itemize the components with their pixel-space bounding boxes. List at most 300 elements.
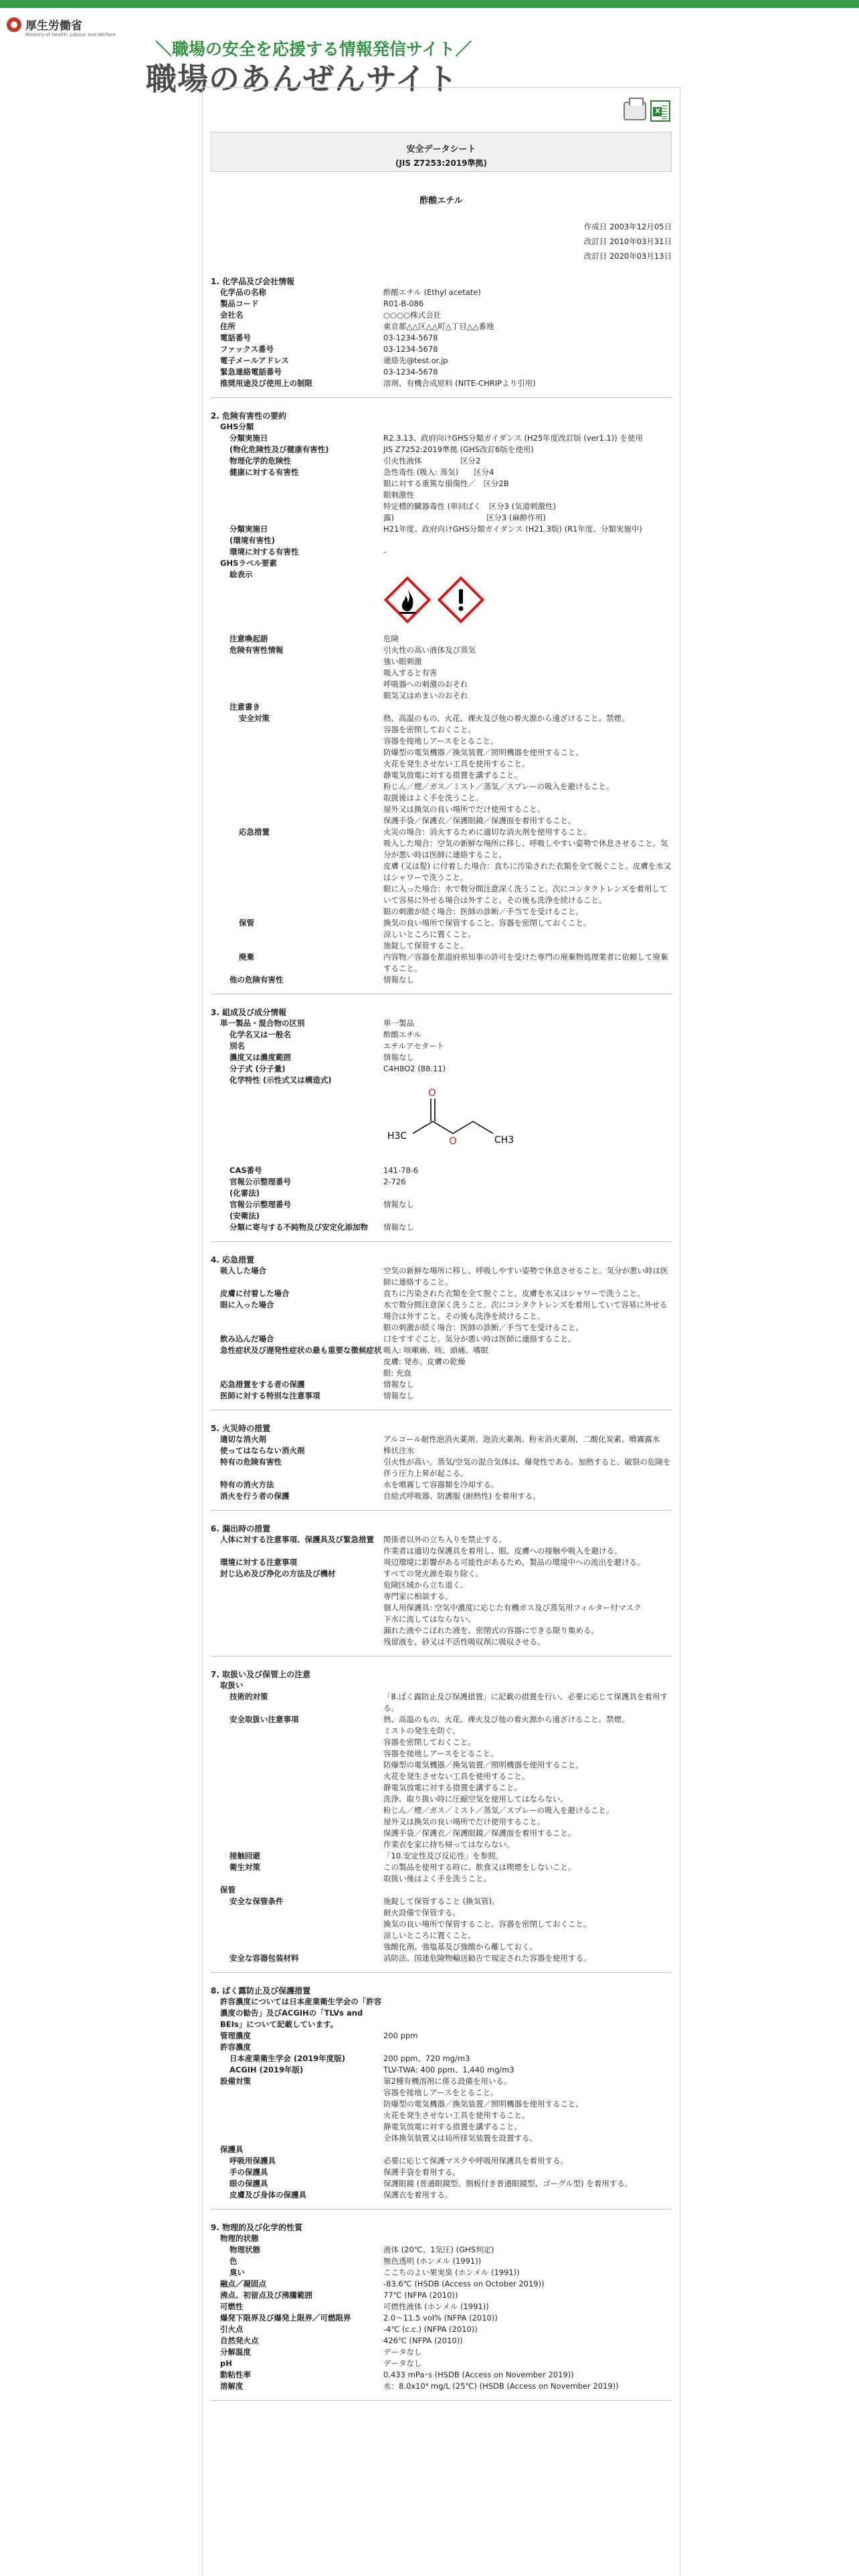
field-value: 情報なし bbox=[383, 1222, 414, 1232]
sds-field-row bbox=[211, 1896, 672, 1953]
field-value bbox=[383, 1885, 672, 1896]
field-label: 物理的状態 bbox=[220, 2234, 259, 2243]
section-title: 3. 組成及び成分情報 bbox=[211, 1008, 287, 1017]
field-label: 安全取扱い注意事項 bbox=[229, 1715, 299, 1724]
field-label: CAS番号 bbox=[229, 1166, 262, 1175]
sds-field-row bbox=[211, 2381, 672, 2392]
field-label: 絵表示 bbox=[229, 570, 253, 579]
field-label: 手の保護具 bbox=[229, 2167, 268, 2177]
field-value: 水で数分間注意深く洗うこと。次にコンタクトレンズを着用していて容易に外せる場合は外すこと。その後も洗浄を続けること。 眼の刺激が続く場合：医師の診断／手当てを受けること。 bbox=[383, 1300, 668, 1332]
sds-field-row bbox=[211, 467, 672, 524]
field-value: アルコール耐性泡消火薬剤、泡消火薬剤、粉末消火薬剤、二酸化炭素、噴霧露水 bbox=[383, 1434, 660, 1444]
field-label: 特有の消火方法 bbox=[220, 1480, 274, 1489]
field-value: 酢酸エチル (Ethyl acetate) bbox=[383, 288, 481, 297]
sds-field-row bbox=[211, 378, 672, 389]
sds-field-row bbox=[211, 1491, 672, 1502]
field-label: 許容濃度 bbox=[220, 2042, 251, 2052]
sds-field-row bbox=[211, 2167, 672, 2178]
sds-field-row bbox=[211, 332, 672, 344]
field-value: 77℃ (NFPA (2010)) bbox=[383, 2290, 458, 2300]
field-value: 熱、高温のもの、火花、裸火及び他の着火源から遠ざけること。禁煙。 容器を密閉しておくこと。 容器を接地しアースをとること。 防爆型の電気機器／換気装置／照明機器を使用すること。 火花を発生させない工具を使用すること。 静電気放電に対する措置を講ずること。 粉じん／煙／ガス／ミスト／蒸気／スプレーの吸入を避けること。 取扱後はよく手を洗うこと。 屋外又は換気の良い場所でだけ使用すること。 保護手袋／保護衣／保護眼鏡／保護面を着用すること。 bbox=[383, 714, 630, 825]
sds-field-row bbox=[211, 366, 672, 378]
field-label: 眼の保護具 bbox=[229, 2179, 268, 2188]
sds-field-row bbox=[211, 1885, 672, 1896]
field-value: 141-78-6 bbox=[383, 1166, 419, 1175]
sds-field-row bbox=[211, 2278, 672, 2290]
sds-field-row bbox=[211, 974, 672, 986]
field-label: 安全な保管条件 bbox=[229, 1897, 284, 1906]
field-value bbox=[383, 1680, 672, 1691]
revision-dates bbox=[211, 219, 672, 263]
sds-field-row bbox=[211, 1953, 672, 1964]
revised-date-1: 改訂日 2010年03月31日 bbox=[583, 237, 672, 246]
sds-title: 安全データシート bbox=[406, 144, 476, 154]
field-value: すべての発火源を取り除く。 危険区域から立ち退く。 専門家に相談する。 個人用保護具: 空気中濃度に応じた有機ガス及び蒸気用フィルター付マスク 下水に流してはならない。 漏れた液やこぼれた液を、密閉式の容器にできる限り集める。 残留液を、砂又は不活性吸収剤に吸収させる。 bbox=[383, 1569, 642, 1646]
sds-field-row bbox=[211, 2347, 672, 2358]
field-value: 火災の場合：消火するために適切な消火剤を使用すること。 吸入した場合：空気の新鮮な場所に移し、呼吸しやすい姿勢で休息させること。気分が悪い時は医師に連絡すること。 皮膚 (又は髪) に付着した場合：直ちに汚染された衣類を全て脱ぐこと。皮膚を水又はシャワーで洗うこと。 眼に入った場合：水で数分間注意深く洗うこと。次にコンタクトレンズを着用していて容易に外せる場合は外すこと。その後も洗浄を続けること。 眼の刺激が続く場合：医師の診断／手当てを受けること。 bbox=[383, 827, 672, 916]
top-green-bar bbox=[0, 0, 859, 8]
field-label: 化学名又は一般名 bbox=[229, 1030, 291, 1039]
field-value: 棒状注水 bbox=[383, 1446, 414, 1455]
field-label: GHSラベル要素 bbox=[220, 558, 277, 568]
field-value: 消防法、国連危険物輸送勧告で規定された容器を使用する。 bbox=[383, 1953, 591, 1963]
field-label: 化学品の名称 bbox=[220, 288, 266, 297]
field-label: 皮膚に付着した場合 bbox=[220, 1289, 290, 1298]
revised-date-2: 改訂日 2020年03月13日 bbox=[583, 251, 672, 261]
sds-field-row bbox=[211, 827, 672, 918]
field-value: R2.3.13、政府向けGHS分類ガイダンス (H25年度改訂版 (ver1.1)) を使用 JIS Z7252:2019準拠 (GHS改訂6版を使用) bbox=[383, 433, 643, 454]
sds-section bbox=[211, 410, 672, 994]
field-value: 東京都△△区△△町△丁目△△番地 bbox=[383, 322, 494, 331]
sds-field-row bbox=[211, 1568, 672, 1648]
created-date: 作成日 2003年12月05日 bbox=[583, 222, 672, 231]
field-value: 吸入: 咳嗽痛、咳、頭痛、嗜眠 皮膚: 発赤、皮膚の乾燥 眼: 充血 bbox=[383, 1346, 489, 1378]
sds-section bbox=[211, 1006, 672, 1242]
sds-field-row bbox=[211, 287, 672, 298]
field-value: エチルアセタート bbox=[383, 1041, 445, 1051]
field-label: 分解温度 bbox=[220, 2347, 251, 2357]
field-value: 保護衣を着用する。 bbox=[383, 2190, 453, 2199]
sds-field-row bbox=[211, 546, 672, 558]
sds-field-row bbox=[211, 2301, 672, 2313]
sds-subtitle: (JIS Z7253:2019準拠) bbox=[395, 158, 488, 168]
field-value: 急性毒性 (吸入: 蒸気) 区分4 眼に対する重篤な損傷性／ 区分2B 眼刺激性 特定標的臓器毒性 (単回ばく 区分3 (気道刺激性) 露) 区分3 (麻酔作用) bbox=[383, 467, 557, 522]
section-divider bbox=[211, 2400, 672, 2401]
field-value bbox=[383, 2233, 672, 2244]
ministry-name: 厚生労働省 bbox=[25, 19, 82, 33]
field-value: 無色透明 (ホンメル (1991)) bbox=[383, 2256, 482, 2266]
field-label: 消火を行う者の保護 bbox=[220, 1491, 290, 1501]
sds-field-row bbox=[211, 2256, 672, 2267]
sds-field-row bbox=[211, 1557, 672, 1568]
field-label: 沸点、初留点及び沸騰範囲 bbox=[220, 2290, 312, 2300]
sds-field-row bbox=[211, 2053, 672, 2064]
field-value: 液体 (20℃、1気圧) (GHS判定) bbox=[383, 2245, 494, 2254]
field-label: 緊急連絡電話番号 bbox=[220, 367, 282, 377]
sds-field-row bbox=[211, 558, 672, 569]
field-value: ○○○○株式会社 bbox=[383, 310, 442, 320]
site-tagline: ＼職場の安全を応援する情報発信サイト／ bbox=[155, 39, 472, 59]
field-value: C4H8O2 (88.11) bbox=[383, 1064, 446, 1073]
section-title: 9. 物理的及び化学的性質 bbox=[211, 2223, 303, 2232]
field-label: 呼吸用保護具 bbox=[229, 2156, 276, 2165]
field-value: 情報なし bbox=[383, 1391, 414, 1400]
sds-field-row bbox=[211, 433, 672, 455]
field-label: 他の危険有害性 bbox=[229, 975, 284, 984]
field-label: 接触回避 bbox=[229, 1851, 260, 1860]
field-label: 環境に対する有害性 bbox=[229, 547, 299, 556]
field-label: 危険有害性情報 bbox=[229, 645, 284, 655]
field-value: 保護手袋を着用する。 bbox=[383, 2167, 460, 2177]
field-value bbox=[383, 421, 672, 433]
sds-section bbox=[211, 276, 672, 398]
sds-field-row bbox=[211, 1199, 672, 1222]
printer-icon[interactable] bbox=[624, 102, 646, 120]
sds-field-row bbox=[211, 421, 672, 433]
field-value: R01-B-086 bbox=[383, 299, 424, 308]
sds-field-row bbox=[211, 1534, 672, 1557]
flame-pictogram-icon bbox=[383, 576, 432, 624]
field-value: 引火性の高い液体及び蒸気 強い眼刺激 吸入すると有害 呼吸器への刺激のおそれ 眠気又はめまいのおそれ bbox=[383, 645, 476, 700]
field-label: 応急措置 bbox=[239, 827, 270, 837]
field-label: 融点／凝固点 bbox=[220, 2279, 266, 2288]
field-label: 住所 bbox=[220, 322, 235, 331]
field-value: 2-726 bbox=[383, 1177, 406, 1186]
sds-field-row bbox=[211, 455, 672, 467]
sds-field-row bbox=[211, 1075, 672, 1165]
sds-field-row bbox=[211, 2244, 672, 2256]
sds-field-row bbox=[211, 2267, 672, 2278]
field-label: 使ってはならない消火剤 bbox=[220, 1446, 305, 1455]
sds-field-row bbox=[211, 2233, 672, 2244]
sds-field-row bbox=[211, 1063, 672, 1075]
sds-sections bbox=[211, 276, 672, 2401]
field-value: 情報なし bbox=[383, 1380, 414, 1389]
section-divider bbox=[211, 397, 672, 398]
field-value: この製品を使用する時に、飲食又は喫煙をしないこと。 取扱い後はよく手を洗うこと。 bbox=[383, 1862, 576, 1883]
field-value: 周辺環境に影響がある可能性があるため、製品の環境中への流出を避ける。 bbox=[383, 1558, 645, 1567]
product-name: 酢酸エチル bbox=[419, 196, 463, 206]
sds-field-row bbox=[211, 2313, 672, 2324]
sds-field-row bbox=[211, 1390, 672, 1402]
field-value: 2.0〜11.5 vol% (NFPA (2010)) bbox=[383, 2313, 498, 2323]
structural-formula bbox=[383, 1075, 672, 1165]
sds-title-box bbox=[211, 132, 672, 172]
field-value: 「10.安定性及び反応性」を参照。 bbox=[383, 1851, 504, 1860]
sds-field-row bbox=[211, 2369, 672, 2381]
field-label: 人体に対する注意事項、保護具及び緊急措置 bbox=[220, 1535, 374, 1544]
excel-icon[interactable] bbox=[650, 100, 670, 122]
field-value: 200 ppm bbox=[383, 2031, 418, 2040]
sds-field-row bbox=[211, 2290, 672, 2301]
sds-field-row bbox=[211, 1434, 672, 1445]
field-value: 酢酸エチル bbox=[383, 1030, 421, 1039]
section-divider bbox=[211, 1241, 672, 1242]
field-label: 自然発火点 bbox=[220, 2336, 259, 2345]
field-label: 安全な容器包装材料 bbox=[229, 1953, 299, 1963]
sds-field-row bbox=[211, 524, 672, 546]
field-label: 分子式 (分子量) bbox=[229, 1064, 286, 1073]
field-label: 色 bbox=[229, 2256, 237, 2266]
sds-field-row bbox=[211, 1265, 672, 1288]
field-label: 分類実施日 (環境有害性) bbox=[229, 524, 276, 545]
section-title: 5. 火災時の措置 bbox=[211, 1424, 271, 1433]
field-label: 推奨用途及び使用上の制限 bbox=[220, 379, 312, 388]
field-label: 眼に入った場合 bbox=[220, 1300, 274, 1309]
field-label: 吸入した場合 bbox=[220, 1266, 266, 1275]
field-label: 保管 bbox=[239, 918, 254, 928]
field-value: 情報なし bbox=[383, 1200, 414, 1209]
section-title: 2. 危険有害性の要約 bbox=[211, 411, 287, 421]
field-value: 03-1234-5678 bbox=[383, 367, 438, 377]
field-value: H21年度、政府向けGHS分類ガイダンス (H21.3版) (R1年度、分類実施中) bbox=[383, 524, 642, 534]
sds-field-row bbox=[211, 918, 672, 952]
sds-field-row bbox=[211, 1714, 672, 1850]
site-header bbox=[0, 8, 859, 97]
molecule-atom-label: O bbox=[428, 1087, 436, 1099]
ghs-pictograms bbox=[383, 569, 672, 633]
field-label: 製品コード bbox=[220, 299, 259, 308]
sds-field-row bbox=[211, 1029, 672, 1041]
field-label: 皮膚及び身体の保護具 bbox=[229, 2190, 306, 2199]
field-value: データなし bbox=[383, 2359, 422, 2368]
field-value: 情報なし bbox=[383, 1053, 414, 1062]
sds-field-row bbox=[211, 1479, 672, 1491]
sds-field-row bbox=[211, 355, 672, 366]
sds-field-row bbox=[211, 2189, 672, 2201]
field-label: 注意書き bbox=[229, 702, 260, 712]
section-divider bbox=[211, 1972, 672, 1973]
section-title: 4. 応急措置 bbox=[211, 1255, 255, 1265]
sds-field-row bbox=[211, 1018, 672, 1029]
site-title-link[interactable]: 職場のあんぜんサイト bbox=[146, 61, 458, 97]
field-value: 第2種有機溶剤に係る設備を用いる。 容器を接地しアースをとること。 防爆型の電気機器／換気装置／照明機器を使用すること。 火花を発生させない工具を使用すること。 静電気放電に対する措置を講ずること。 全体換気装置又は局所排気装置を設置する。 bbox=[383, 2076, 583, 2143]
field-label: pH bbox=[220, 2359, 232, 2368]
sds-field-row bbox=[211, 569, 672, 633]
field-value: 連絡先@test.or.jp bbox=[383, 356, 448, 365]
field-label: 官報公示整理番号 (化審法) bbox=[229, 1177, 291, 1198]
sds-field-row bbox=[211, 344, 672, 355]
field-label: 応急措置をする者の保護 bbox=[220, 1380, 305, 1389]
sds-field-row bbox=[211, 1445, 672, 1457]
field-value bbox=[383, 702, 672, 713]
field-label: 安全対策 bbox=[239, 714, 270, 723]
field-value: 空気の新鮮な場所に移し、呼吸しやすい姿勢で休息させること。気分が悪い時は医師に連絡すること。 bbox=[383, 1266, 668, 1287]
field-value: 「8.ばく露防止及び保護措置」に記載の措置を行い、必要に応じて保護具を着用する。 bbox=[383, 1692, 668, 1713]
field-value: TLV-TWA: 400 ppm、1,440 mg/m3 bbox=[383, 2065, 514, 2074]
field-label: 分類実施日 (物化危険性及び健康有害性) bbox=[229, 433, 329, 454]
sds-field-row bbox=[211, 2324, 672, 2335]
section-divider bbox=[211, 1510, 672, 1511]
field-label: 単一製品・混合物の区別 bbox=[220, 1018, 305, 1028]
field-label: 物理状態 bbox=[229, 2245, 260, 2254]
sds-field-row bbox=[211, 1299, 672, 1333]
field-value: 水を噴霧して容器類を冷却する。 bbox=[383, 1480, 499, 1489]
field-label: ACGIH (2019年版) bbox=[229, 2065, 304, 2074]
field-value: 危険 bbox=[383, 634, 399, 643]
field-value: 自給式呼吸器、防護服 (耐熱性) を着用する。 bbox=[383, 1491, 541, 1501]
field-value: 426℃ (NFPA (2010)) bbox=[383, 2336, 463, 2345]
field-value: 施錠して保管すること (換気管)。 耐火設備で保管する。 換気の良い場所で保管すること。容器を密閉しておくこと。 涼しいところに置くこと。 強酸化剤、強塩基及び強酸から離しておく。 bbox=[383, 1897, 591, 1951]
field-value: 200 ppm、720 mg/m3 bbox=[383, 2054, 470, 2063]
sds-field-row bbox=[211, 1996, 672, 2030]
field-label: 化学特性 (示性式又は構造式) bbox=[229, 1075, 332, 1085]
field-value: 関係者以外の立ち入りを禁止する。 作業者は適切な保護具を着用し、眼、皮膚への接触や吸入を避ける。 bbox=[383, 1535, 622, 1555]
field-label: 保護具 bbox=[220, 2145, 244, 2154]
field-value: データなし bbox=[383, 2347, 422, 2357]
section-title: 6. 漏出時の措置 bbox=[211, 1524, 271, 1533]
field-value: 保護眼鏡 (普通眼鏡型、側板付き普通眼鏡型、ゴーグル型) を着用する。 bbox=[383, 2179, 633, 2188]
field-value: 単一製品 bbox=[383, 1018, 414, 1028]
sds-field-row bbox=[211, 1176, 672, 1199]
sds-field-row bbox=[211, 713, 672, 827]
field-label: ファックス番号 bbox=[220, 344, 274, 354]
sds-field-row bbox=[211, 1345, 672, 1379]
field-label: 廃棄 bbox=[239, 952, 254, 962]
field-value: 溶剤、有機合成原料 (NITE-CHRIPより引用) bbox=[383, 379, 536, 388]
field-label: 注意喚起語 bbox=[229, 634, 268, 643]
field-label: 動粘性率 bbox=[220, 2370, 251, 2379]
sds-field-row bbox=[211, 952, 672, 974]
field-label: 適切な消火剤 bbox=[220, 1434, 266, 1444]
sds-field-row bbox=[211, 1379, 672, 1390]
field-label: 会社名 bbox=[220, 310, 244, 320]
sds-field-row bbox=[211, 1052, 672, 1063]
sds-field-row bbox=[211, 1041, 672, 1052]
ministry-subtitle: Ministry of Health, Labour and Welfare bbox=[25, 32, 116, 37]
sds-field-row bbox=[211, 1222, 672, 1233]
field-value: 0.433 mPa･s (HSDB (Access on November 2019)) bbox=[383, 2370, 574, 2379]
molecule-atom-label: O bbox=[449, 1135, 457, 1147]
sds-field-row bbox=[211, 2358, 672, 2369]
field-label: 設備対策 bbox=[220, 2076, 251, 2086]
field-value: 情報なし bbox=[383, 975, 414, 984]
section-title: 8. ばく露防止及び保護措置 bbox=[211, 1986, 311, 1996]
field-value bbox=[383, 569, 672, 633]
field-value: ここちのよい果実臭 (ホンメル (1991)) bbox=[383, 2268, 520, 2277]
field-label: 濃度又は濃度範囲 bbox=[229, 1053, 291, 1062]
sds-field-row bbox=[211, 2030, 672, 2042]
sds-section bbox=[211, 1523, 672, 1656]
section-title: 7. 取扱い及び保管上の注意 bbox=[211, 1670, 311, 1679]
field-value: 可燃性液体 (ホンメル (1991)) bbox=[383, 2302, 489, 2311]
field-value: -83.6℃ (HSDB (Access on October 2019)) bbox=[383, 2279, 545, 2288]
ministry-emblem-icon bbox=[7, 17, 21, 32]
sds-field-row bbox=[211, 2064, 672, 2076]
field-value: - bbox=[383, 547, 387, 556]
ministry-logo-link[interactable] bbox=[7, 16, 82, 33]
sds-field-row bbox=[211, 1457, 672, 1479]
field-label: 環境に対する注意事項 bbox=[220, 1558, 297, 1567]
field-value: 引火性が高い。蒸気/空気の混合気体は、爆発性である。加熱すると、破裂の危険を伴う圧力上昇が起こる。 bbox=[383, 1457, 671, 1478]
field-label: 健康に対する有害性 bbox=[229, 467, 299, 477]
sds-field-row bbox=[211, 2042, 672, 2053]
field-value: -4℃ (c.c.) (NFPA (2010)) bbox=[383, 2325, 478, 2334]
molecule-atom-label: CH3 bbox=[494, 1135, 514, 1146]
field-label: 臭い bbox=[229, 2268, 245, 2277]
field-value bbox=[383, 2144, 672, 2155]
section-title: 1. 化学品及び会社情報 bbox=[211, 277, 295, 286]
field-label: 技術的対策 bbox=[229, 1692, 268, 1701]
sds-document bbox=[202, 87, 680, 2576]
document-tools bbox=[211, 96, 672, 126]
sds-field-row bbox=[211, 321, 672, 332]
sds-field-row bbox=[211, 2178, 672, 2189]
sds-field-row bbox=[211, 1288, 672, 1299]
field-value: 引火性液体 区分2 bbox=[383, 456, 481, 465]
sds-field-row bbox=[211, 298, 672, 310]
section-divider bbox=[211, 2209, 672, 2210]
sds-section bbox=[211, 1422, 672, 1511]
sds-field-row bbox=[211, 633, 672, 645]
field-label: 取扱い bbox=[220, 1681, 244, 1690]
field-value: 熱、高温のもの、火花、裸火及び他の着火源から遠ざけること。禁煙。 ミストの発生を防ぐ。 容器を密閉しておくこと。 容器を接地しアースをとること。 防爆型の電気機器／換気装置／照明機器を使用すること。 火花を発生させない工具を使用すること。 静電気放電に対する措置を講ずること。 洗浄、取り扱い時に圧縮空気を使用してはならない。 粉じん／煙／ガス／ミスト／蒸気／スプレーの吸入を避けること。 屋外又は換気の良い場所でだけ使用すること。 保護手袋／保護衣／保護眼鏡／保護面を着用すること。 作業衣を家に持ち帰ってはならない。 bbox=[383, 1715, 630, 1849]
field-label: 分類に寄与する不純物及び安定化添加物 bbox=[229, 1222, 368, 1232]
field-label: GHS分類 bbox=[220, 422, 254, 431]
field-value: 03-1234-5678 bbox=[383, 333, 438, 342]
field-value bbox=[383, 1996, 672, 2030]
field-label: 電子メールアドレス bbox=[220, 356, 289, 365]
sds-section bbox=[211, 1669, 672, 1973]
sds-field-row bbox=[211, 1862, 672, 1885]
field-value: 口をすすぐこと。気分が悪い時は医師に連絡すること。 bbox=[383, 1334, 576, 1344]
field-label: 可燃性 bbox=[220, 2302, 244, 2311]
sds-field-row bbox=[211, 1850, 672, 1862]
field-label: 別名 bbox=[229, 1041, 245, 1051]
sds-field-row bbox=[211, 1333, 672, 1345]
sds-field-row bbox=[211, 2155, 672, 2167]
sds-field-row bbox=[211, 2335, 672, 2347]
field-label: 溶解度 bbox=[220, 2381, 244, 2391]
sds-section bbox=[211, 1254, 672, 1410]
field-label: 許容濃度については日本産業衛生学会の「許容濃度の勧告」及びACGIHの「TLVs and BEIs」について記載しています。 bbox=[220, 1997, 382, 2029]
field-label: 衛生対策 bbox=[229, 1862, 260, 1872]
field-label: 電話番号 bbox=[220, 333, 251, 342]
field-value bbox=[383, 2042, 672, 2053]
field-label: 封じ込め及び浄化の方法及び機材 bbox=[220, 1569, 336, 1578]
field-label: 急性症状及び遅発性症状の最も重要な徴候症状 bbox=[220, 1346, 382, 1355]
sds-field-row bbox=[211, 1680, 672, 1691]
sds-field-row bbox=[211, 310, 672, 321]
field-label: 医師に対する特別な注意事項 bbox=[220, 1391, 320, 1400]
sds-section bbox=[211, 2222, 672, 2401]
sds-field-row bbox=[211, 2076, 672, 2144]
field-label: 引火点 bbox=[220, 2325, 244, 2334]
field-value bbox=[383, 558, 672, 569]
sds-field-row bbox=[211, 1165, 672, 1176]
field-value: 内容物／容器を都道府県知事の許可を受けた専門の廃棄物処理業者に依頼して廃棄すること。 bbox=[383, 952, 668, 973]
field-label: 日本産業衛生学会 (2019年度版) bbox=[229, 2054, 346, 2063]
field-value: 換気の良い場所で保管すること。容器を密閉しておくこと。 涼しいところに置くこと。 施錠して保管すること。 bbox=[383, 918, 591, 950]
field-label: 爆発下限界及び爆発上限界／可燃限界 bbox=[220, 2313, 351, 2323]
sds-field-row bbox=[211, 2144, 672, 2155]
field-label: 特有の危険有害性 bbox=[220, 1457, 282, 1467]
field-value: 水：8.0x10⁴ mg/L (25℃) (HSDB (Access on November 2019)) bbox=[383, 2381, 619, 2391]
field-label: 飲み込んだ場合 bbox=[220, 1334, 274, 1344]
sds-field-row bbox=[211, 645, 672, 702]
exclamation-pictogram-icon bbox=[437, 576, 485, 624]
sds-field-row bbox=[211, 1691, 672, 1714]
sds-section bbox=[211, 1985, 672, 2210]
field-value: 03-1234-5678 bbox=[383, 344, 438, 354]
field-value: 必要に応じて保護マスクや呼吸用保護具を着用する。 bbox=[383, 2156, 568, 2165]
sds-field-row bbox=[211, 702, 672, 713]
field-label: 物理化学的危険性 bbox=[229, 456, 291, 465]
molecule-atom-label: H3C bbox=[387, 1131, 407, 1142]
field-value: 直ちに汚染された衣類を全て脱ぐこと。皮膚を水又はシャワーで洗うこと。 bbox=[383, 1289, 645, 1298]
field-label: 管理濃度 bbox=[220, 2031, 251, 2040]
field-label: 保管 bbox=[220, 1885, 235, 1895]
